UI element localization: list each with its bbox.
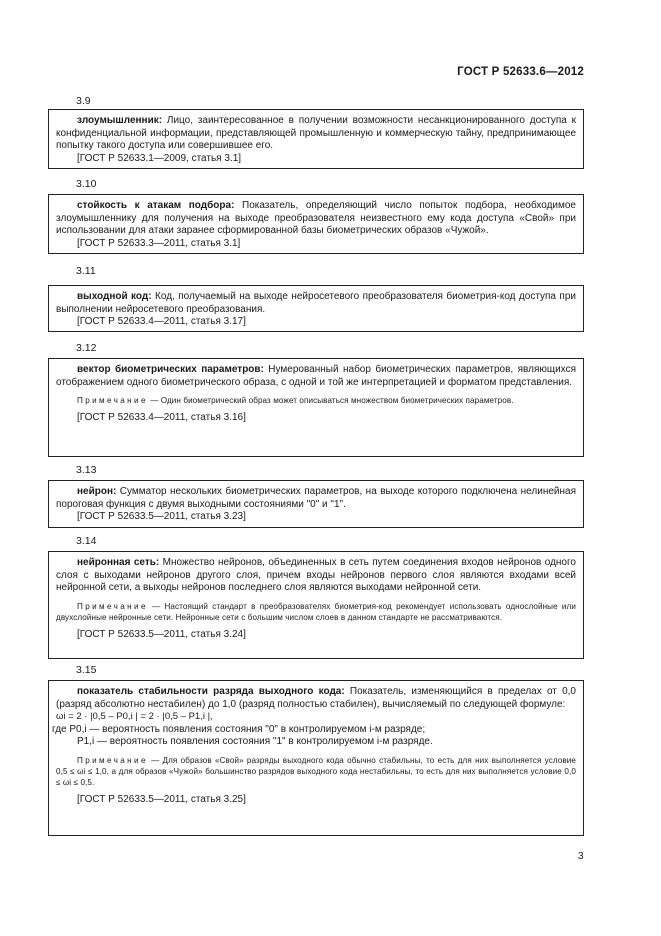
note-label: Примечание [77,396,148,406]
page-number: 3 [578,851,584,862]
reference: [ГОСТ Р 52633.5—2011, статья 3.25] [77,793,246,805]
definition-box [48,194,584,254]
entry-number: 3.14 [76,535,97,547]
definition-box [48,551,584,659]
reference: [ГОСТ Р 52633.1—2009, статья 3.1] [77,152,242,164]
definition-text: Лицо, заинтересованное в получении возможности несанкционированного доступа к конфиденциальной информации, представляющей промышленную и коммерческую тайну, предпринимающее попытку такого доступа или совершившее его. [56,115,576,152]
entry-number: 3.11 [76,265,96,277]
term: нейрон: [77,486,117,497]
definition-box [48,358,584,457]
document-id: ГОСТ Р 52633.6—2012 [457,66,584,78]
term: вектор биометрических параметров: [77,364,264,375]
definition-text: Сумматор нескольких биометрических параметров, на выходе которого подключена нелинейная пороговая функция с двумя выходными состояниями "0" и "1". [56,486,576,510]
entry-number: 3.9 [76,95,91,107]
note [56,755,576,788]
entry-number: 3.13 [76,464,97,476]
term: злоумышленник: [77,115,163,126]
definition-text: Показатель, изменяющийся в пределах от 0,0 (разряд абсолютно нестабилен) до 1,0 (разряд полностью стабилен), вычисляемый по следующей формуле: [56,686,576,710]
definition-box [48,680,584,836]
definition-text: Множество нейронов, объединенных в сеть путем соединения входов нейронов одного слоя с выходами нейронов другого слоя, причем входы нейронов первого слоя являются входами всей нейронной сети, а выходы нейронов последнего слоя являются выходами нейронной сети. [56,557,576,594]
definition-text: Нумерованный набор биометрических параметров, являющихся отображением одного биометрического образа, с одной и той же интерпретацией и форматом представления. [56,364,576,388]
term: выходной код: [77,291,152,302]
reference: [ГОСТ Р 52633.3—2011, статья 3.1] [77,237,241,249]
note-label: Примечание [77,601,148,611]
variable-definition: где P0,i — вероятность появления состояния "0" в контролируемом i-м разряде; [52,723,426,735]
formula: ωi = 2 · |0,5 – P0,i | = 2 · |0,5 – P1,i |, [56,711,213,723]
reference: [ГОСТ Р 52633.4—2011, статья 3.16] [77,412,246,424]
reference: [ГОСТ Р 52633.5—2011, статья 3.24] [77,628,246,640]
term: показатель стабильности разряда выходного кода: [77,686,345,697]
variable-definition: P1,i — вероятность появления состояния "1" в контролируемом i-м разряде. [77,736,433,748]
note-label: Примечание [77,755,148,765]
term: стойкость к атакам подбора: [77,200,235,211]
term: нейронная сеть: [77,557,160,568]
entry-number: 3.12 [76,342,97,354]
definition-box [48,285,584,332]
entry-number: 3.15 [76,664,97,676]
definition-box [48,109,584,169]
note [56,395,576,406]
definition-text: Код, получаемый на выходе нейросетевого преобразователя биометрия-код доступа при выполнении нейросетевого преобразования. [56,291,576,315]
reference: [ГОСТ Р 52633.5—2011, статья 3.23] [77,511,246,523]
note-text: — Один биометрический образ может описываться множеством биометрических параметров. [147,396,514,406]
entry-number: 3.10 [76,178,97,190]
reference: [ГОСТ Р 52633.4—2011, статья 3.17] [77,316,246,328]
note-text: — Для образов «Свой» разряды выходного кода обычно стабильны, то есть для них выполняется условие 0,5 ≤ ωi ≤ 1,0, а для образов «Чужой» большинство разрядов выходного кода нестабильны, то есть для них выполняется условие 0,0 ≤ ωi ≤ 0,5. [56,755,576,787]
definition-text: Показатель, определяющий число попыток подбора, необходимое злоумышленнику для получения на выходе преобразователя неизвестного ему кода доступа «Свой» при использовании для атаки заранее сформированной базы биометрических образов «Чужой». [56,200,576,237]
definition-box [48,480,584,528]
note-text: — Настоящий стандарт в преобразователях биометрия-код рекомендует использовать однослойные или двухслойные нейронные сети. Нейронные сети с большим числом слоев в данном стандарте не рассматриваются. [56,601,576,622]
note [56,601,576,623]
